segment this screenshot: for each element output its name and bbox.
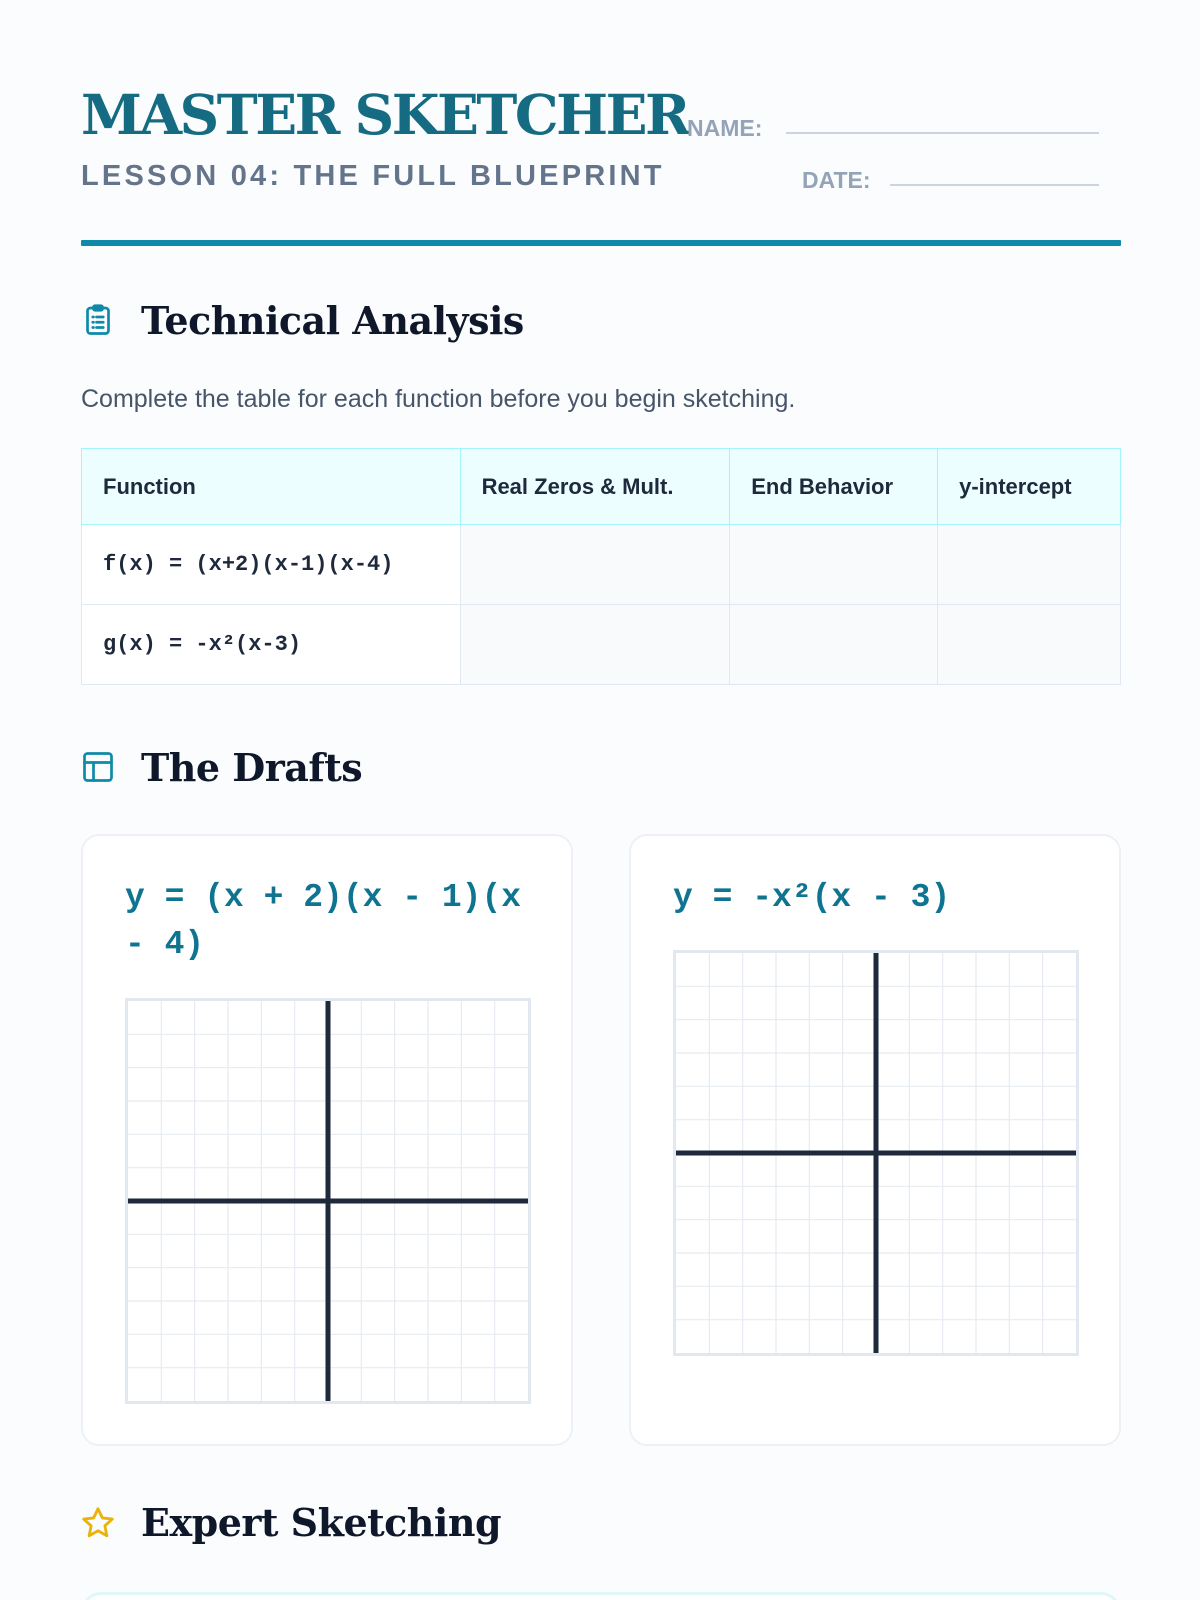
analysis-table <box>81 448 1121 685</box>
card-equation: y = (x + 2)(x - 1)(x - 4) <box>125 879 522 963</box>
expert-sketching-box <box>81 1592 1121 1600</box>
drafts-heading: The Drafts <box>141 745 363 790</box>
column-header: Function <box>82 449 461 525</box>
function-cell: g(x) = -x²(x-3) <box>82 605 461 685</box>
table-header-row <box>82 449 1121 525</box>
end-behavior-cell[interactable] <box>730 525 938 605</box>
graph-grid[interactable] <box>673 950 1079 1356</box>
date-label: DATE: <box>802 167 871 193</box>
name-label: NAME: <box>687 115 763 141</box>
function-cell: f(x) = (x+2)(x-1)(x-4) <box>82 525 461 605</box>
draft-card <box>629 834 1121 1446</box>
lesson-subtitle: LESSON 04: THE FULL BLUEPRINT <box>81 160 665 192</box>
technical-analysis-heading: Technical Analysis <box>141 298 524 343</box>
table-row <box>82 605 1121 685</box>
column-header: y-intercept <box>938 449 1121 525</box>
table-row <box>82 525 1121 605</box>
coordinate-plane <box>676 953 1076 1353</box>
zeros-cell[interactable] <box>460 605 730 685</box>
name-line[interactable] <box>786 132 1099 134</box>
card-equation: y = -x²(x - 3) <box>673 879 951 916</box>
zeros-cell[interactable] <box>460 525 730 605</box>
star-icon <box>80 1505 116 1541</box>
expert-sketching-heading: Expert Sketching <box>141 1500 502 1545</box>
y-intercept-cell[interactable] <box>938 525 1121 605</box>
instructions-text: Complete the table for each function before you begin sketching. <box>81 385 796 413</box>
header-divider <box>81 240 1121 246</box>
layout-icon <box>80 749 116 785</box>
coordinate-plane <box>128 1001 528 1401</box>
column-header: Real Zeros & Mult. <box>460 449 730 525</box>
date-line[interactable] <box>890 184 1099 186</box>
worksheet-title: MASTER SKETCHER <box>81 82 689 147</box>
graph-grid[interactable] <box>125 998 531 1404</box>
y-intercept-cell[interactable] <box>938 605 1121 685</box>
end-behavior-cell[interactable] <box>730 605 938 685</box>
column-header: End Behavior <box>730 449 938 525</box>
draft-card <box>81 834 573 1446</box>
clipboard-icon <box>80 302 116 338</box>
